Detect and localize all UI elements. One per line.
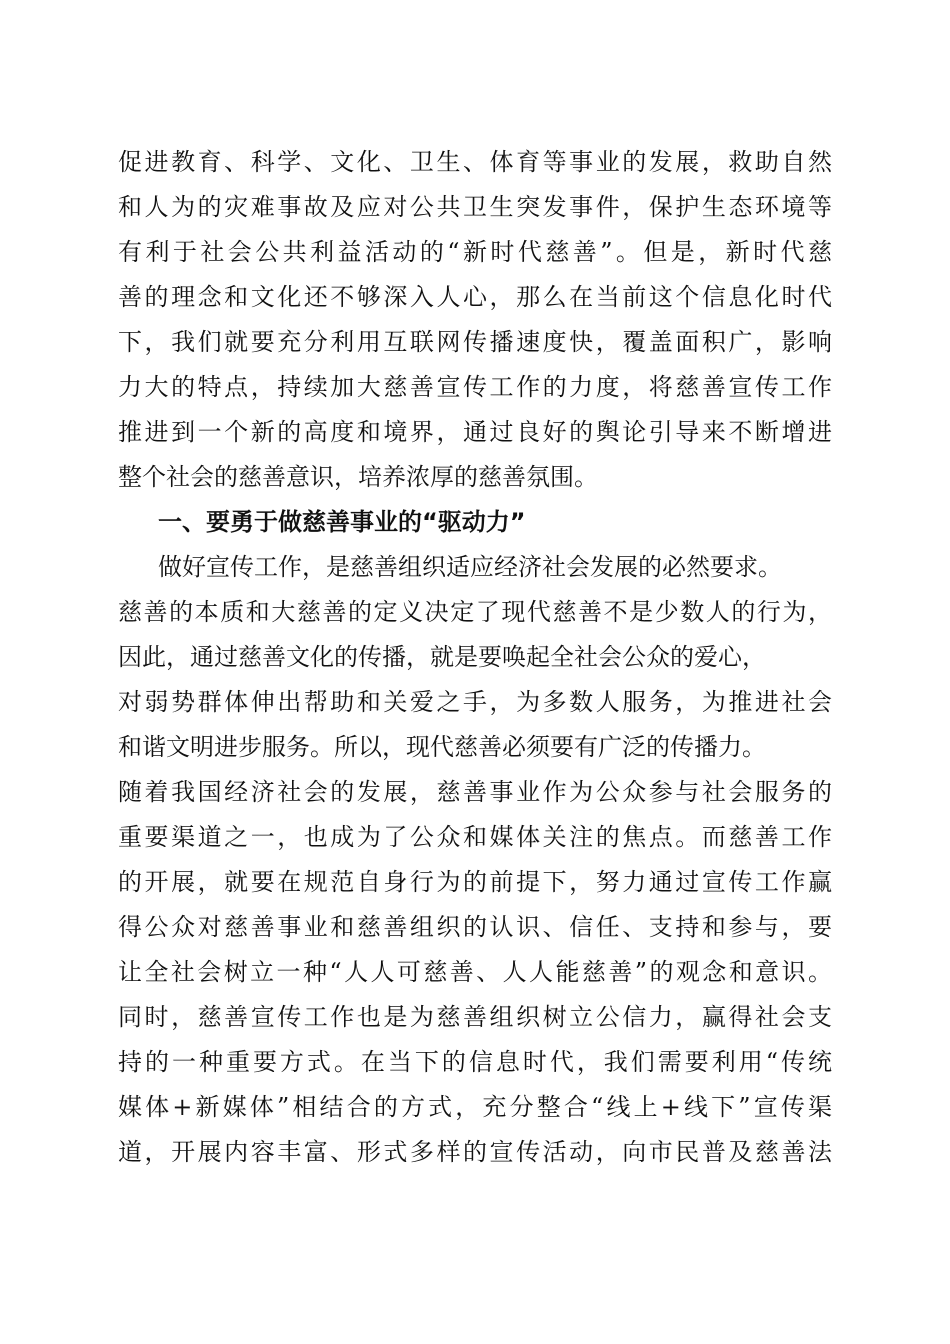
text-line: 因此，通过慈善文化的传播，就是要唤起全社会公众的爱心，: [118, 643, 766, 671]
text-line: 有利于社会公共利益活动的“新时代慈善”。但是，新时代慈: [118, 238, 832, 266]
text-line: 同时，慈善宣传工作也是为慈善组织树立公信力，赢得社会支: [118, 1003, 832, 1031]
text-line: 力大的特点，持续加大慈善宣传工作的力度，将慈善宣传工作: [118, 373, 832, 401]
text-line: 和谐文明进步服务。所以，现代慈善必须要有广泛的传播力。: [118, 733, 766, 761]
text-line: 下，我们就要充分利用互联网传播速度快，覆盖面积广，影响: [118, 328, 832, 356]
text-line: 得公众对慈善事业和慈善组织的认识、信任、支持和参与，要: [118, 913, 832, 941]
text-line: 持的一种重要方式。在当下的信息时代，我们需要利用“传统: [118, 1048, 832, 1076]
paragraph-2: [118, 545, 832, 1175]
text-line: 促进教育、科学、文化、卫生、体育等事业的发展，救助自然: [118, 148, 832, 176]
text-line: 善的理念和文化还不够深入人心，那么在当前这个信息化时代: [118, 283, 832, 311]
section-heading: 一、要勇于做慈善事业的“驱动力”: [158, 508, 526, 536]
text-line: 的开展，就要在规范自身行为的前提下，努力通过宣传工作赢: [118, 868, 832, 896]
text-line: 和人为的灾难事故及应对公共卫生突发事件，保护生态环境等: [118, 193, 832, 221]
text-line: 道，开展内容丰富、形式多样的宣传活动，向市民普及慈善法: [118, 1138, 832, 1166]
paragraph-1: [118, 140, 832, 500]
document-body: [118, 140, 832, 1175]
text-line: 让全社会树立一种“人人可慈善、人人能慈善”的观念和意识。: [118, 958, 832, 986]
text-line: 推进到一个新的高度和境界，通过良好的舆论引导来不断增进: [118, 418, 832, 446]
text-line: 媒体+新媒体”相结合的方式，充分整合“线上+线下”宣传渠: [118, 1093, 832, 1121]
text-line: 整个社会的慈善意识，培养浓厚的慈善氛围。: [118, 463, 598, 491]
text-line: 随着我国经济社会的发展，慈善事业作为公众参与社会服务的: [118, 778, 832, 806]
text-line: 重要渠道之一，也成为了公众和媒体关注的焦点。而慈善工作: [118, 823, 832, 851]
text-line: 做好宣传工作，是慈善组织适应经济社会发展的必然要求。: [158, 553, 782, 581]
text-line: 慈善的本质和大慈善的定义决定了现代慈善不是少数人的行为，: [118, 598, 832, 626]
text-line: 对弱势群体伸出帮助和关爱之手，为多数人服务，为推进社会: [118, 688, 832, 716]
